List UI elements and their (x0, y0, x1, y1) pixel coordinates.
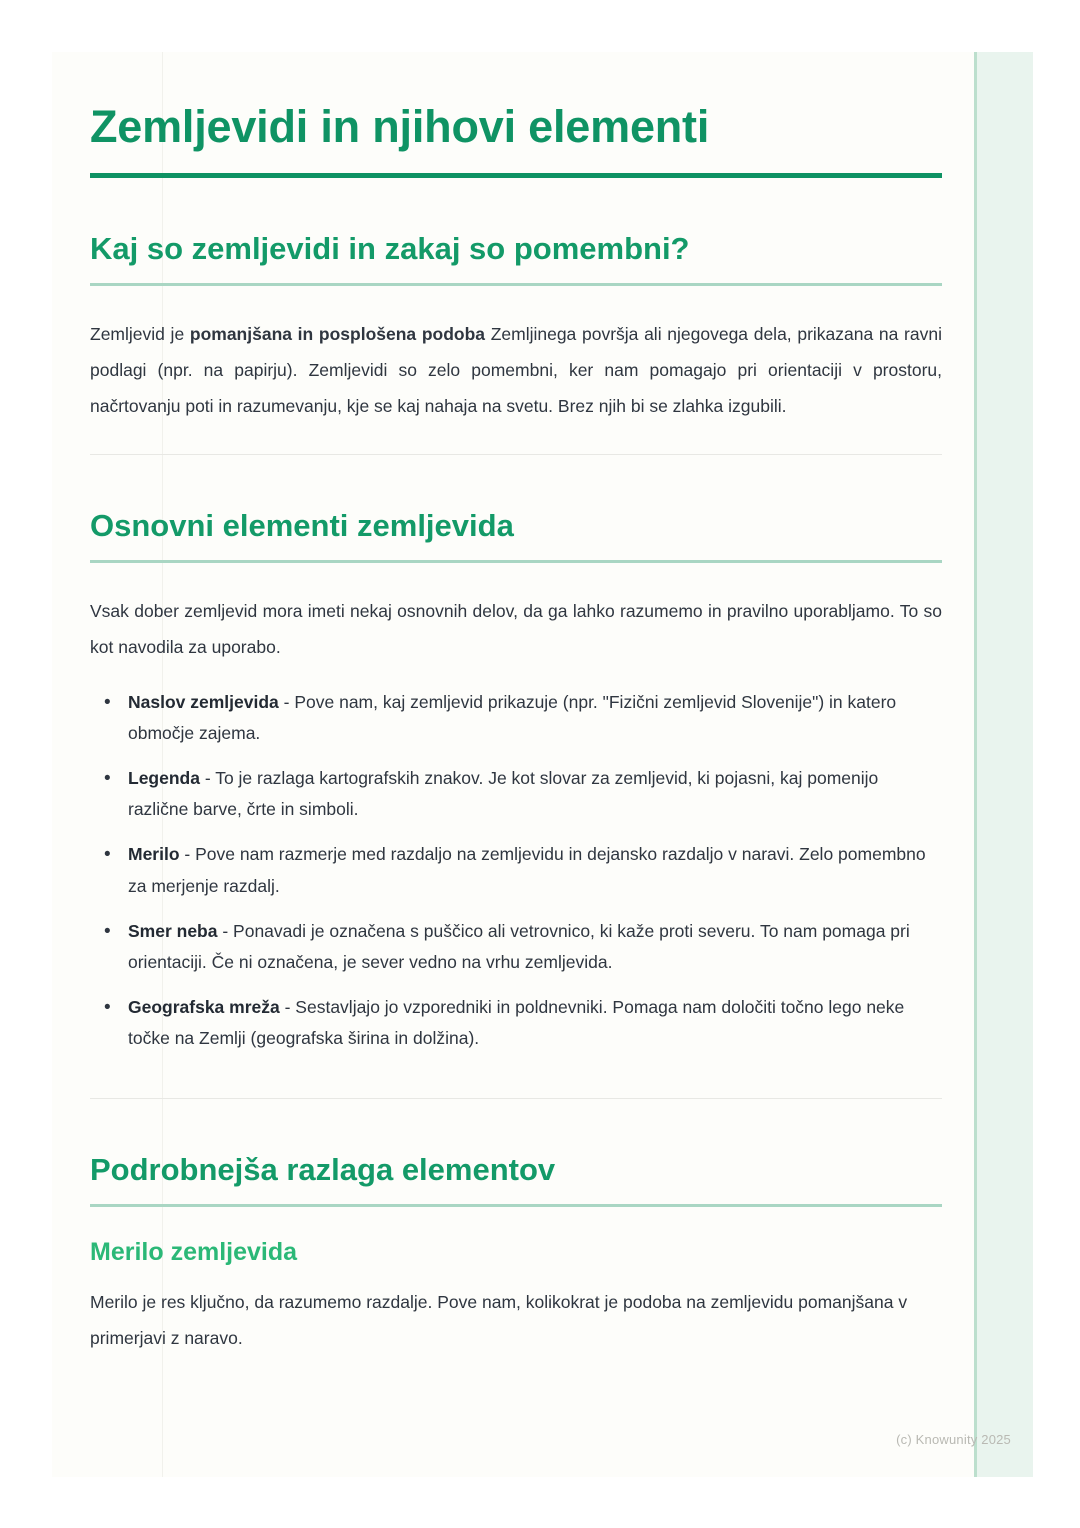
intro-paragraph-bold: pomanjšana in posplošena podoba (189, 323, 486, 344)
list-item-description: - Pove nam razmerje med razdaljo na zemljevidu in dejansko razdaljo v naravi. Zelo pomembno za merjenje razdalj. (128, 844, 926, 896)
intro-paragraph-prefix: Zemljevid je (90, 323, 190, 344)
list-item-description: - Pove nam, kaj zemljevid prikazuje (npr. "Fizični zemljevid Slovenije") in katero območje zajema. (128, 691, 897, 743)
section-heading-kaj-so-zemljevidi: Kaj so zemljevidi in zakaj so pomembni? (90, 231, 690, 267)
section-heading-osnovni-elementi: Osnovni elementi zemljevida (90, 507, 514, 543)
section-heading-podrobnejsa-razlaga: Podrobnejša razlaga elementov (90, 1152, 556, 1188)
list-item-term: Merilo (128, 844, 180, 865)
subsection-heading-merilo-zemljevida: Merilo zemljevida (90, 1237, 298, 1266)
map-elements-list (90, 687, 942, 1054)
list-item (124, 687, 942, 749)
copyright-watermark: (c) Knowunity 2025 (896, 1432, 1011, 1447)
document-content (90, 52, 942, 1356)
list-item (124, 839, 942, 901)
intro-paragraph (90, 316, 942, 424)
intro-paragraph-suffix: Zemljinega površja ali njegovega dela, prikazana na ravni podlagi (npr. na papirju). Zemljevidi so zelo pomembni, ker nam pomagajo pri orientaciji v prostoru, načrtovanju poti in razumevanju, kje se kaj nahaja na svetu. Brez njih bi se zlahka izgubili. (90, 323, 942, 416)
list-item-term: Smer neba (128, 920, 218, 941)
page-title: Zemljevidi in njihovi elementi (90, 101, 710, 152)
list-item (124, 992, 942, 1054)
list-item-term: Legenda (128, 768, 200, 789)
list-item-description: - Ponavadi je označena s puščico ali vetrovnico, ki kaže proti severu. To nam pomaga pri orientaciji. Če ni označena, je sever vedno na vrhu zemljevida. (128, 920, 910, 972)
list-item (124, 763, 942, 825)
list-item-description: - To je razlaga kartografskih znakov. Je kot slovar za zemljevid, ki pojasni, kaj pomenijo različne barve, črte in simboli. (128, 768, 879, 820)
list-item-term: Naslov zemljevida (128, 691, 279, 712)
list-item (124, 916, 942, 978)
page-side-band (977, 52, 1033, 1477)
merilo-paragraph: Merilo je res ključno, da razumemo razdalje. Pove nam, kolikokrat je podoba na zemljevidu pomanjšana v primerjavi z naravo. (90, 1292, 908, 1349)
list-item-description: - Sestavljajo jo vzporedniki in poldnevniki. Pomaga nam določiti točno lego neke točke na Zemlji (geografska širina in dolžina). (128, 996, 905, 1049)
osnovni-elementi-paragraph: Vsak dober zemljevid mora imeti nekaj osnovnih delov, da ga lahko razumemo in pravilno uporabljamo. To so kot navodila za uporabo. (90, 600, 942, 657)
document-page (52, 52, 1033, 1477)
list-item-term: Geografska mreža (128, 996, 280, 1017)
